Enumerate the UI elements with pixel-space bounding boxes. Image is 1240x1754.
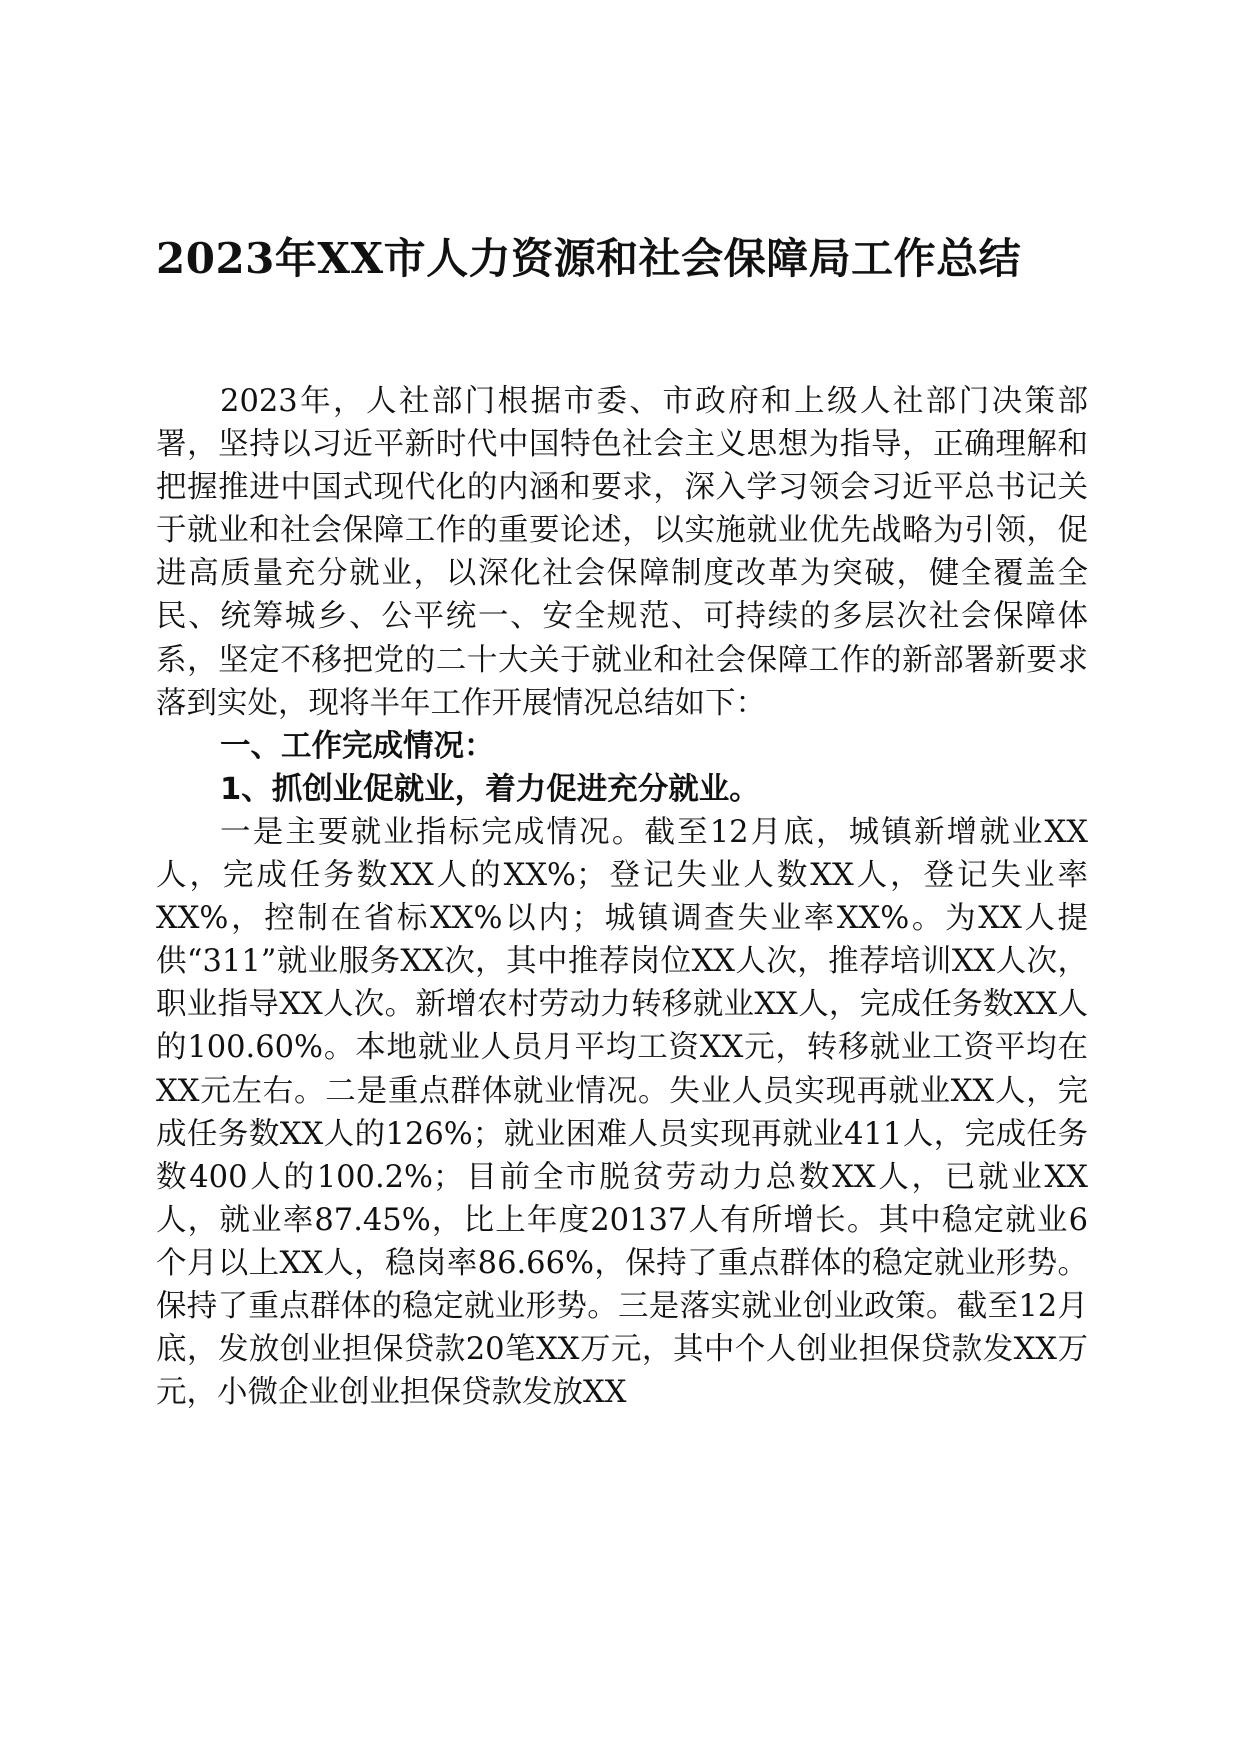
intro-paragraph: 2023年，人社部门根据市委、市政府和上级人社部门决策部署，坚持以习近平新时代中国特色社会主义思想为指导，正确理解和把握推进中国式现代化的内涵和要求，深入学习领会习近平总书记关于就业和社会保障工作的重要论述，以实施就业优先战略为引领，促进高质量充分就业，以深化社会保障制度改革为突破，健全覆盖全民、统筹城乡、公平统一、安全规范、可持续的多层次社会保障体系，坚定不移把党的二十大关于就业和社会保障工作的新部署新要求落到实处，现将半年工作开展情况总结如下： bbox=[156, 384, 1088, 721]
document-body bbox=[156, 380, 1088, 1414]
section-heading: 一、工作完成情况： bbox=[220, 728, 495, 764]
document-title: 2023年XX市人力资源和社会保障局工作总结 bbox=[156, 234, 1022, 283]
employment-paragraph: 一是主要就业指标完成情况。截至12月底，城镇新增就业XX人，完成任务数XX人的XX%；登记失业人数XX人，登记失业率XX%，控制在省标XX%以内；城镇调查失业率XX%。为XX人提供“311”就业服务XX次，其中推荐岗位XX人次，推荐培训XX人次，职业指导XX人次。新增农村劳动力转移就业XX人，完成任务数XX人的100.60%。本地就业人员月平均工资XX元，转移就业工资平均在XX元左右。二是重点群体就业情况。失业人员实现再就业XX人，完成任务数XX人的126%；就业困难人员实现再就业411人，完成任务数400人的100.2%；目前全市脱贫劳动力总数XX人，已就业XX人，就业率87.45%，比上年度20137人有所增长。其中稳定就业6个月以上XX人，稳岗率86.66%，保持了重点群体的稳定就业形势。保持了重点群体的稳定就业形势。三是落实就业创业政策。截至12月底，发放创业担保贷款20笔XX万元，其中个人创业担保贷款发XX万元，小微企业创业担保贷款发放XX bbox=[156, 814, 1088, 1411]
subsection-heading: 1、抓创业促就业，着力促进充分就业。 bbox=[220, 771, 760, 807]
